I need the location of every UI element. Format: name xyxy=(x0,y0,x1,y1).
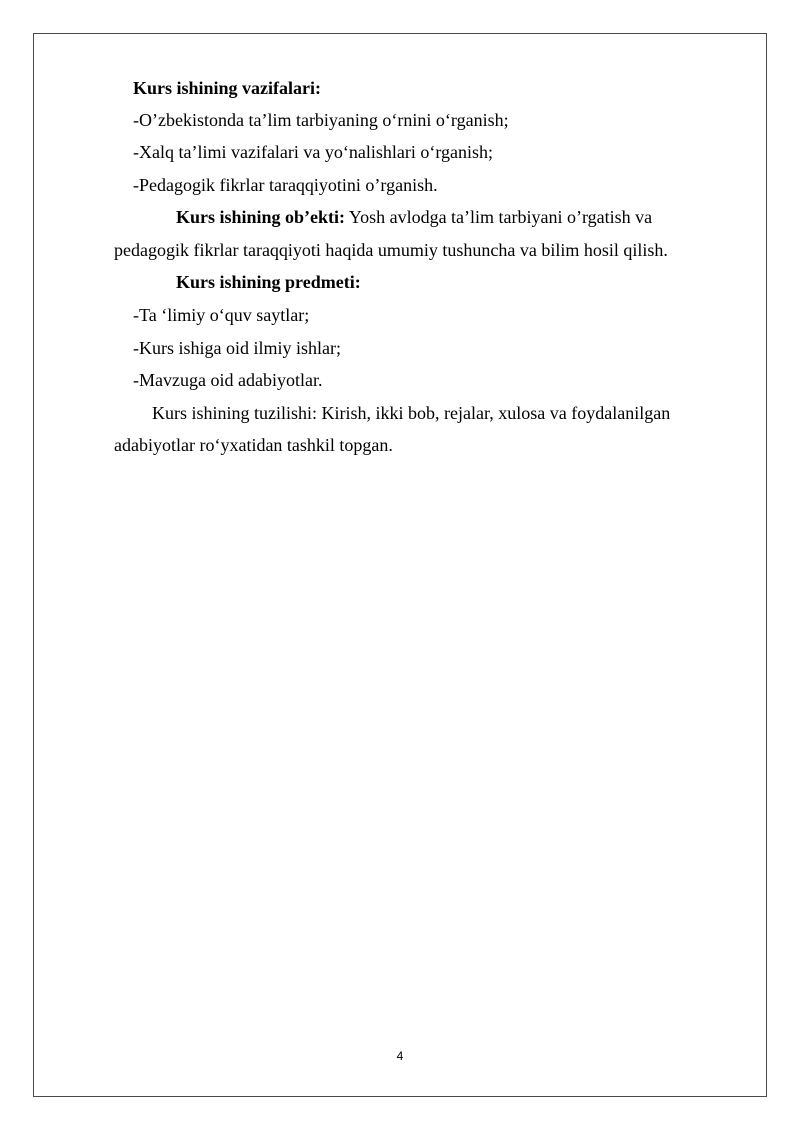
predmet-heading: Kurs ishining predmeti: xyxy=(176,272,361,292)
obekt-text-line2: pedagogik fikrlar taraqqiyoti haqida umumiy tushuncha va bilim hosil qilish. xyxy=(114,240,668,260)
obekt-paragraph-line1 xyxy=(176,206,652,228)
vazifalar-heading: Kurs ishining vazifalari: xyxy=(133,78,322,98)
obekt-heading: Kurs ishining ob’ekti: xyxy=(176,207,346,227)
page-number: 4 xyxy=(396,1049,404,1063)
vazifa-item-2: -Xalq ta’limi vazifalari va yo‘nalishlari o‘rganish; xyxy=(133,142,494,162)
predmet-item-3: -Mavzuga oid adabiyotlar. xyxy=(133,370,323,390)
tuzilishi-line1: Kurs ishining tuzilishi: Kirish, ikki bob, rejalar, xulosa va foydalanilgan xyxy=(152,403,671,423)
tuzilishi-line2: adabiyotlar ro‘yxatidan tashkil topgan. xyxy=(114,435,393,455)
vazifa-item-3: -Pedagogik fikrlar taraqqiyotini o’rganish. xyxy=(133,175,438,195)
vazifa-item-1: -O’zbekistonda ta’lim tarbiyaning o‘rnini o‘rganish; xyxy=(133,110,509,130)
predmet-item-2: -Kurs ishiga oid ilmiy ishlar; xyxy=(133,338,341,358)
predmet-item-1: -Ta ‘limiy o‘quv saytlar; xyxy=(133,305,310,325)
obekt-text-line1: Yosh avlodga ta’lim tarbiyani o’rgatish va xyxy=(345,207,653,227)
